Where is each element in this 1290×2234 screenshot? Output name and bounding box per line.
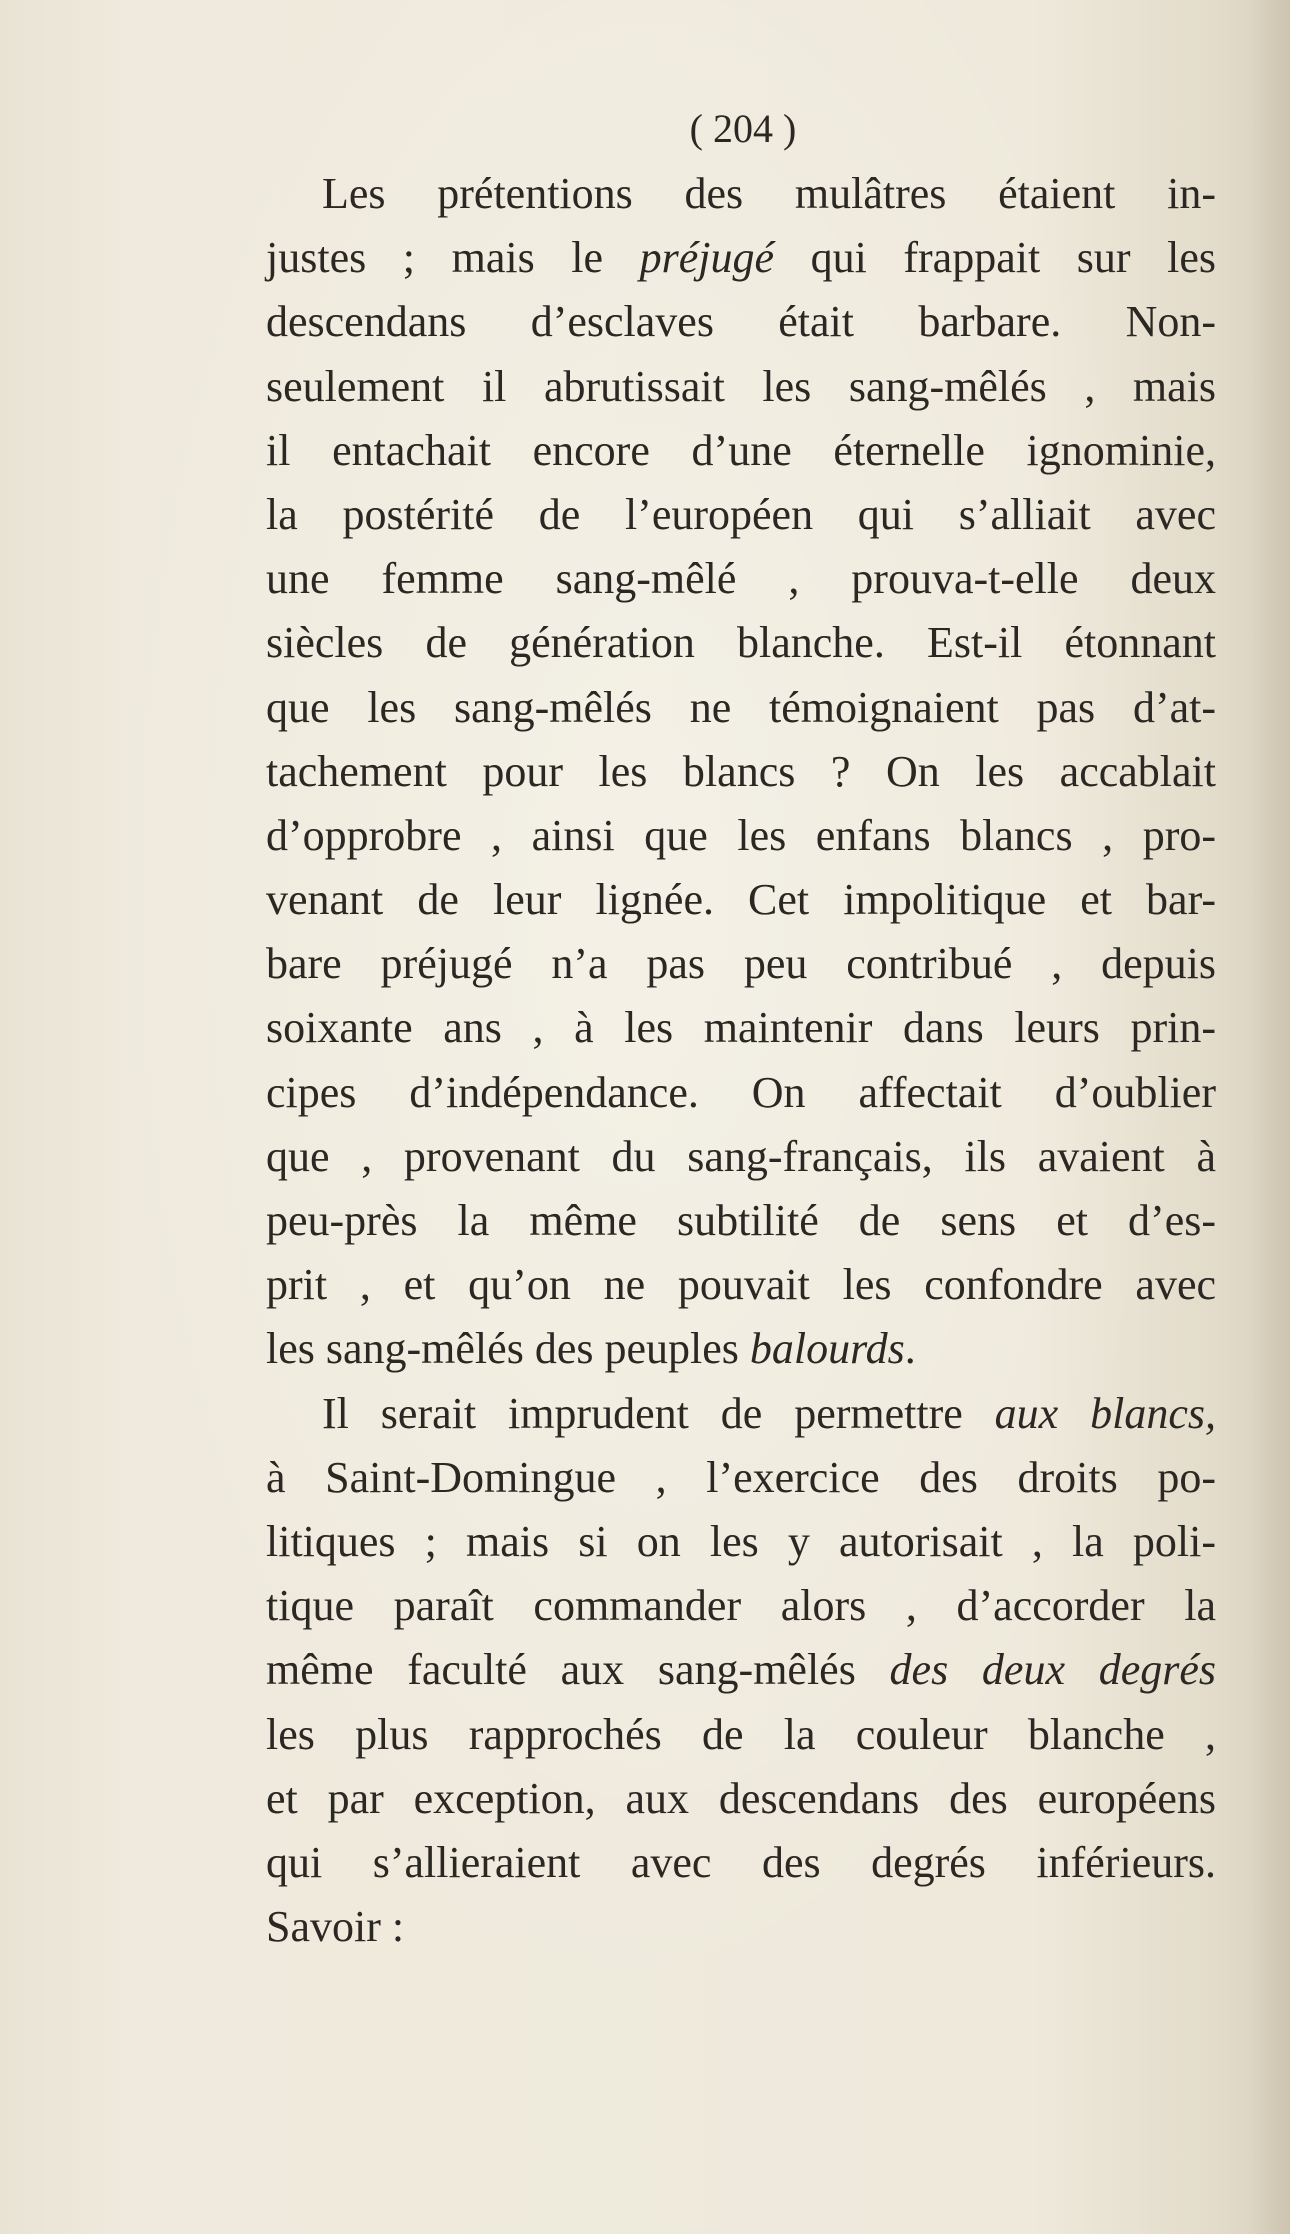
- page-number: ( 204 ): [689, 106, 797, 151]
- paragraph: [266, 1382, 1216, 1960]
- text-line: cipes d’indépendance. On affectait d’oublier: [266, 1067, 1216, 1117]
- text-line: Savoir :: [266, 1902, 405, 1952]
- text-line: les sang-mêlés des peuples balourds.: [266, 1324, 916, 1374]
- text-line: peu-près la même subtilité de sens et d’es-: [266, 1196, 1216, 1245]
- text-line: siècles de génération blanche. Est-il étonnant: [266, 618, 1216, 668]
- text-line: prit , et qu’on ne pouvait les confondre avec: [266, 1260, 1216, 1310]
- page-edge-shadow: [1250, 0, 1290, 2234]
- text-line: litiques ; mais si on les y autorisait , la poli-: [266, 1516, 1216, 1566]
- text-line: venant de leur lignée. Cet impolitique et bar-: [266, 875, 1216, 925]
- body-text: [266, 162, 1216, 1959]
- text-line: tique paraît commander alors , d’accorder la: [266, 1581, 1216, 1631]
- text-line: même faculté aux sang-mêlés des deux degrés: [266, 1645, 1216, 1695]
- page-text: [266, 96, 1216, 1959]
- text-line: que les sang-mêlés ne témoignaient pas d’at-: [266, 682, 1216, 732]
- text-line: que , provenant du sang-français, ils avaient à: [266, 1131, 1216, 1181]
- text-line: il entachait encore d’une éternelle ignominie,: [266, 425, 1216, 475]
- text-line: d’opprobre , ainsi que les enfans blancs , pro-: [266, 810, 1216, 860]
- text-line: Il serait imprudent de permettre aux blancs,: [322, 1388, 1216, 1438]
- text-line: soixante ans , à les maintenir dans leurs prin-: [266, 1003, 1216, 1053]
- text-line: Les prétentions des mulâtres étaient in-: [322, 169, 1216, 218]
- text-line: la postérité de l’européen qui s’alliait avec: [266, 489, 1216, 539]
- text-line: les plus rapprochés de la couleur blanche ,: [266, 1709, 1216, 1759]
- text-line: bare préjugé n’a pas peu contribué , depuis: [266, 939, 1216, 989]
- text-line: tachement pour les blancs ? On les accablait: [266, 746, 1216, 796]
- paragraph: [266, 162, 1216, 1382]
- text-line: descendans d’esclaves était barbare. Non-: [266, 297, 1216, 347]
- text-line: seulement il abrutissait les sang-mêlés , mais: [266, 361, 1216, 411]
- text-line: qui s’allieraient avec des degrés inférieurs.: [266, 1837, 1216, 1887]
- text-line: à Saint-Domingue , l’exercice des droits po-: [266, 1452, 1216, 1502]
- text-line: justes ; mais le préjugé qui frappait sur les: [266, 233, 1216, 283]
- text-line: une femme sang-mêlé , prouva-t-elle deux: [266, 554, 1216, 604]
- text-line: et par exception, aux descendans des européens: [266, 1773, 1216, 1823]
